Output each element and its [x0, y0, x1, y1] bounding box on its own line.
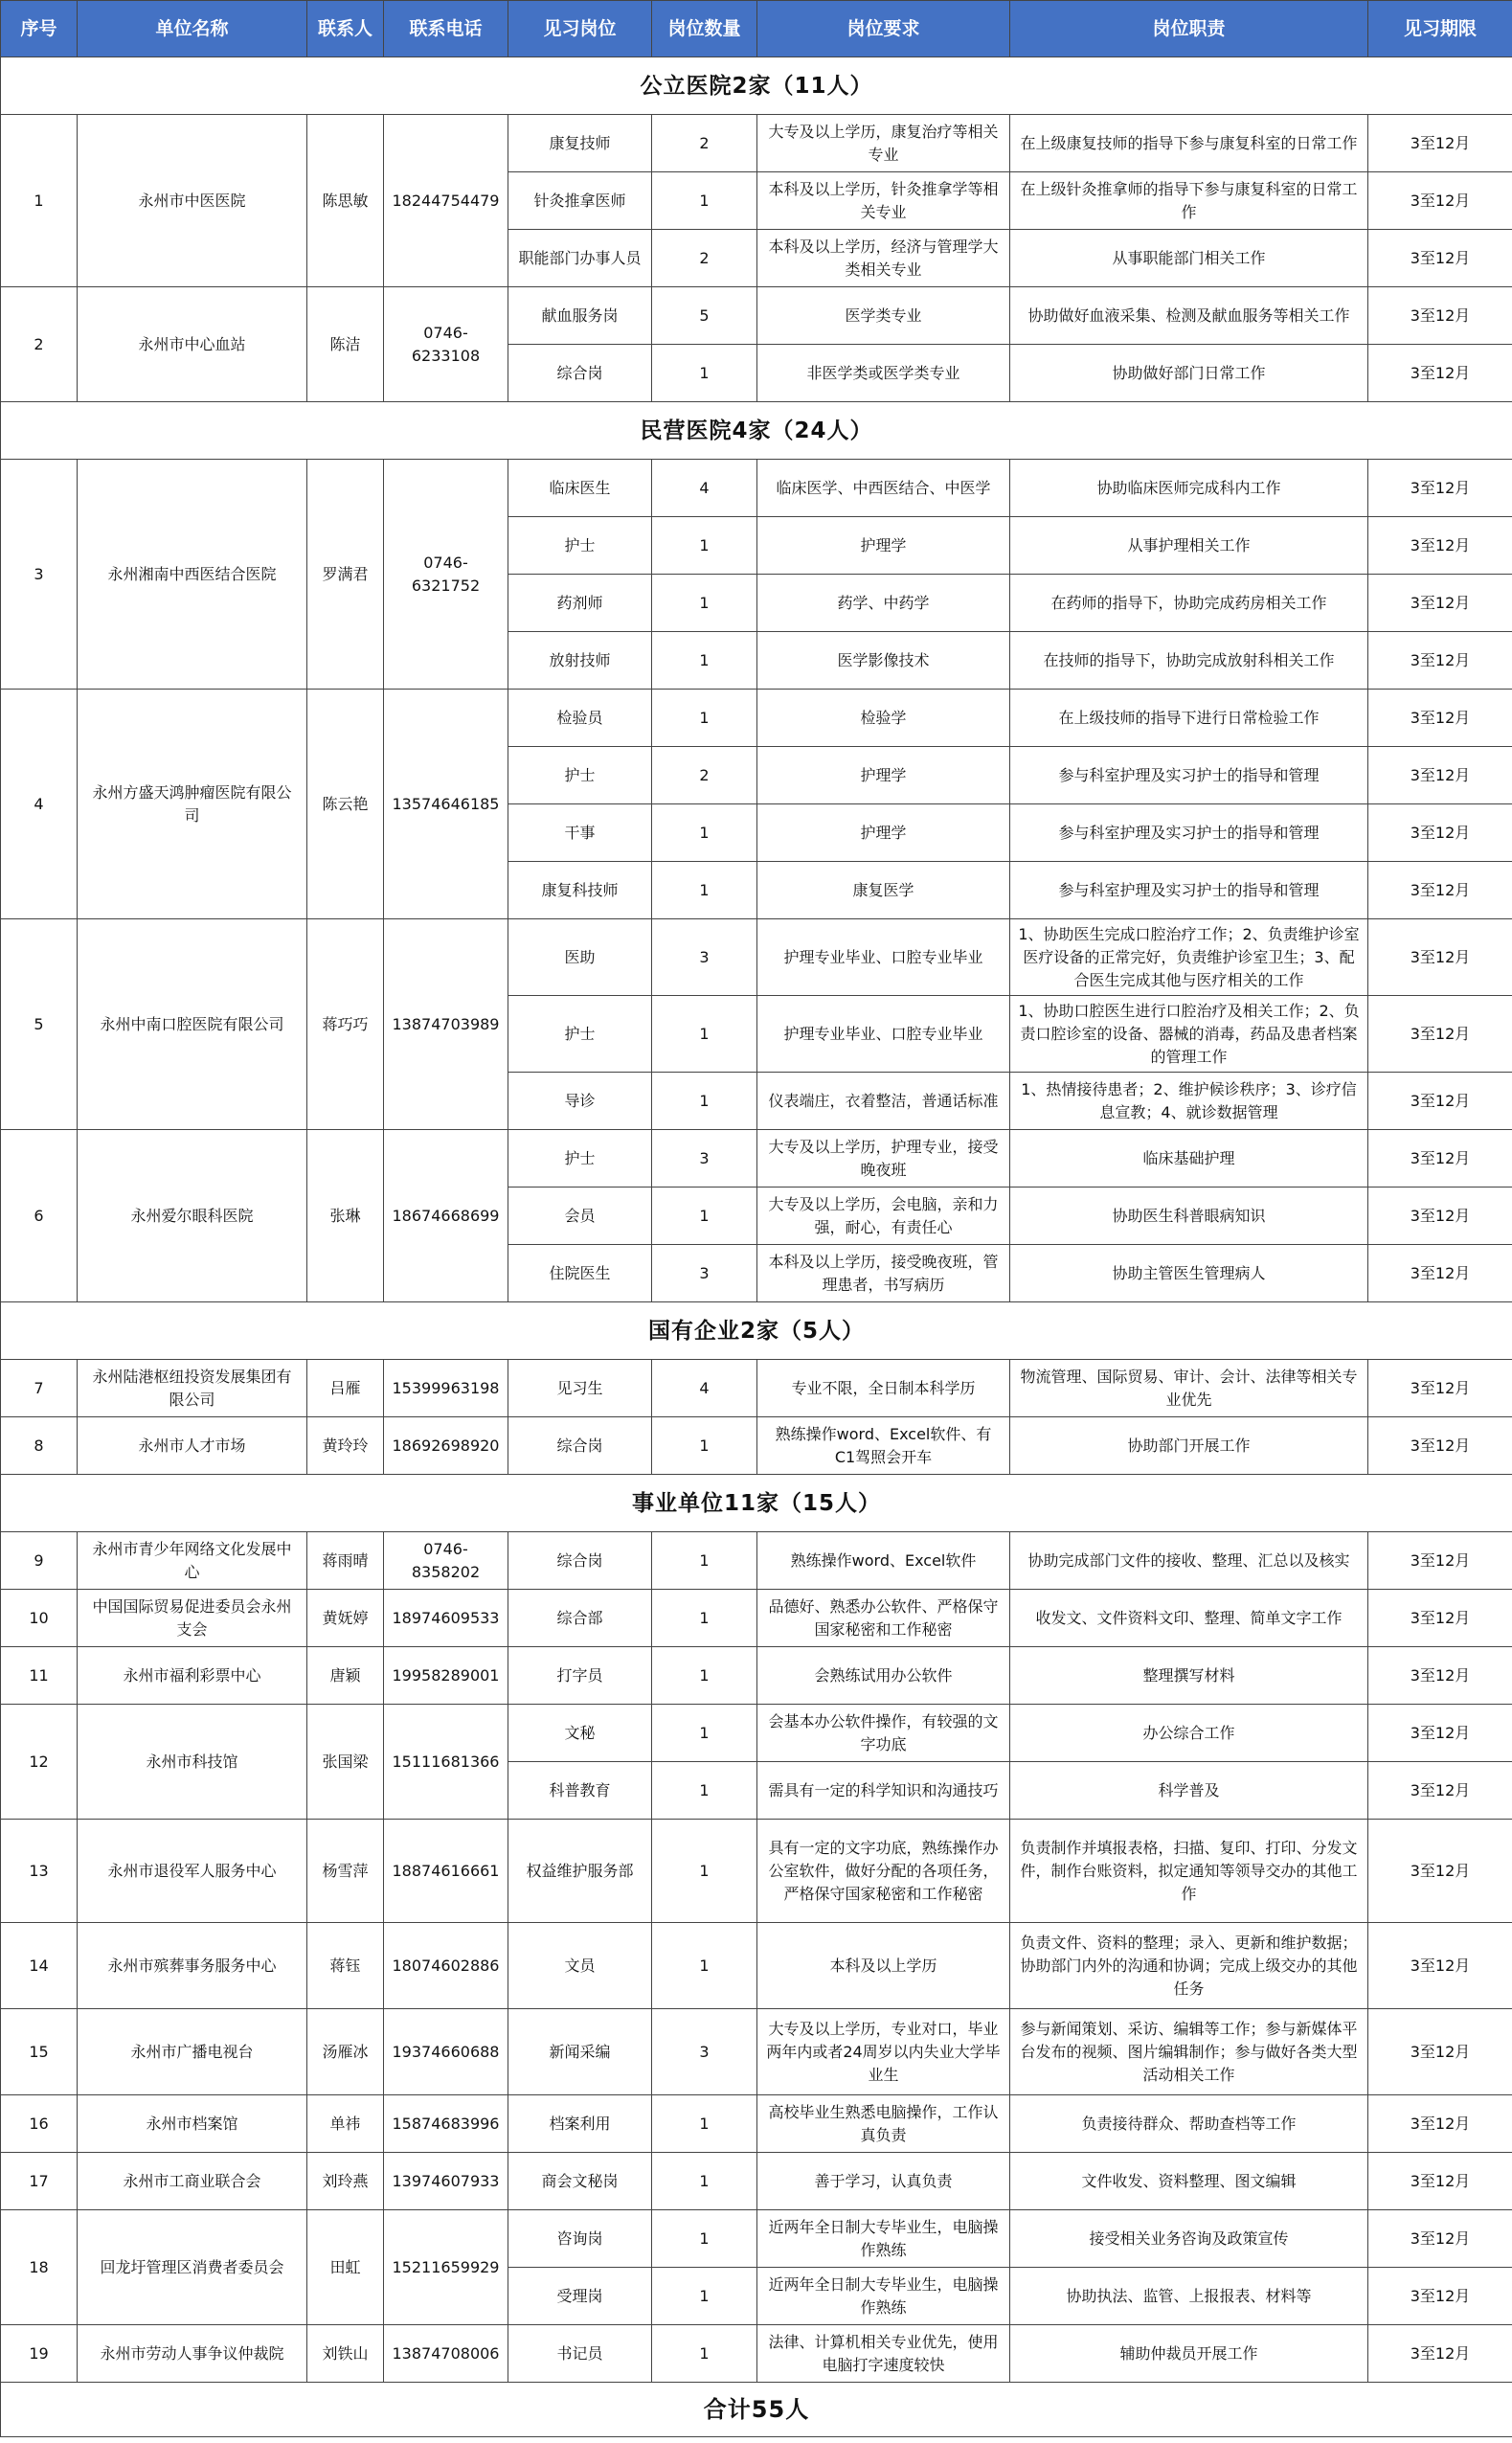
unit-name-cell: 永州市人才市场 — [78, 1417, 307, 1475]
count-cell: 1 — [652, 1762, 757, 1820]
requirement-cell: 临床医学、中西医结合、中医学 — [757, 460, 1010, 517]
serial-cell: 16 — [1, 2095, 78, 2153]
table-row — [1, 1130, 1512, 1188]
count-cell: 1 — [652, 517, 757, 575]
contact-cell: 蒋巧巧 — [307, 919, 384, 1130]
section-row — [1, 1302, 1512, 1360]
unit-name-cell: 永州市劳动人事争议仲裁院 — [78, 2325, 307, 2383]
count-cell: 1 — [652, 690, 757, 747]
serial-cell: 13 — [1, 1820, 78, 1923]
count-cell: 1 — [652, 1532, 757, 1590]
post-cell: 护士 — [508, 747, 652, 804]
duty-cell: 参与新闻策划、采访、编辑等工作；参与新媒体平台发布的视频、图片编辑制作；参与做好各类大型活动相关工作 — [1010, 2009, 1368, 2095]
phone-cell: 18074602886 — [384, 1923, 508, 2009]
count-cell: 1 — [652, 804, 757, 862]
post-cell: 导诊 — [508, 1073, 652, 1130]
requirement-cell: 需具有一定的科学知识和沟通技巧 — [757, 1762, 1010, 1820]
post-cell: 药剂师 — [508, 575, 652, 632]
table-row — [1, 2210, 1512, 2268]
count-cell: 3 — [652, 1130, 757, 1188]
post-cell: 文秘 — [508, 1705, 652, 1762]
count-cell: 1 — [652, 1073, 757, 1130]
period-cell: 3至12月 — [1368, 1360, 1512, 1417]
period-cell: 3至12月 — [1368, 345, 1512, 402]
requirement-cell: 仪表端庄，衣着整洁，普通话标准 — [757, 1073, 1010, 1130]
post-cell: 住院医生 — [508, 1245, 652, 1302]
unit-name-cell: 永州市工商业联合会 — [78, 2153, 307, 2210]
count-cell: 2 — [652, 747, 757, 804]
requirement-cell: 法律、计算机相关专业优先，使用电脑打字速度较快 — [757, 2325, 1010, 2383]
duty-cell: 协助临床医师完成科内工作 — [1010, 460, 1368, 517]
total-cell: 合计55人 — [1, 2383, 1512, 2437]
unit-name-cell: 永州市中心血站 — [78, 287, 307, 402]
requirement-cell: 护理学 — [757, 804, 1010, 862]
unit-name-cell: 永州陆港枢纽投资发展集团有限公司 — [78, 1360, 307, 1417]
requirement-cell: 本科及以上学历 — [757, 1923, 1010, 2009]
post-cell: 护士 — [508, 517, 652, 575]
phone-cell: 18244754479 — [384, 115, 508, 287]
table-row — [1, 1417, 1512, 1475]
count-cell: 1 — [652, 2153, 757, 2210]
table-row — [1, 1923, 1512, 2009]
duty-cell: 在上级技师的指导下进行日常检验工作 — [1010, 690, 1368, 747]
unit-name-cell: 永州市广播电视台 — [78, 2009, 307, 2095]
period-cell: 3至12月 — [1368, 115, 1512, 172]
unit-name-cell: 永州中南口腔医院有限公司 — [78, 919, 307, 1130]
count-cell: 1 — [652, 1188, 757, 1245]
serial-cell: 14 — [1, 1923, 78, 2009]
requirement-cell: 非医学类或医学类专业 — [757, 345, 1010, 402]
table-row — [1, 460, 1512, 517]
table-row — [1, 919, 1512, 996]
post-cell: 护士 — [508, 1130, 652, 1188]
duty-cell: 在技师的指导下，协助完成放射科相关工作 — [1010, 632, 1368, 690]
contact-cell: 汤雁冰 — [307, 2009, 384, 2095]
count-cell: 4 — [652, 1360, 757, 1417]
count-cell: 1 — [652, 632, 757, 690]
section-row — [1, 402, 1512, 460]
requirement-cell: 本科及以上学历，经济与管理学大类相关专业 — [757, 230, 1010, 287]
phone-cell: 13974607933 — [384, 2153, 508, 2210]
phone-cell: 15399963198 — [384, 1360, 508, 1417]
count-cell: 4 — [652, 460, 757, 517]
section-row — [1, 1475, 1512, 1532]
phone-cell: 15111681366 — [384, 1705, 508, 1820]
requirement-cell: 具有一定的文字功底，熟练操作办公室软件，做好分配的各项任务，严格保守国家秘密和工作秘密 — [757, 1820, 1010, 1923]
duty-cell: 1、协助医生完成口腔治疗工作；2、负责维护诊室医疗设备的正常完好，负责维护诊室卫生；3、配合医生完成其他与医疗相关的工作 — [1010, 919, 1368, 996]
phone-cell: 18674668699 — [384, 1130, 508, 1302]
count-cell: 3 — [652, 2009, 757, 2095]
post-cell: 综合岗 — [508, 1532, 652, 1590]
section-title: 国有企业2家（5人） — [1, 1302, 1512, 1360]
header-count: 岗位数量 — [652, 1, 757, 57]
post-cell: 针灸推拿医师 — [508, 172, 652, 230]
serial-cell: 4 — [1, 690, 78, 919]
table-body — [1, 57, 1512, 2437]
duty-cell: 临床基础护理 — [1010, 1130, 1368, 1188]
count-cell: 2 — [652, 115, 757, 172]
duty-cell: 协助完成部门文件的接收、整理、汇总以及核实 — [1010, 1532, 1368, 1590]
contact-cell: 刘铁山 — [307, 2325, 384, 2383]
phone-cell: 13574646185 — [384, 690, 508, 919]
unit-name-cell: 永州市中医医院 — [78, 115, 307, 287]
contact-cell: 陈洁 — [307, 287, 384, 402]
period-cell: 3至12月 — [1368, 1923, 1512, 2009]
count-cell: 1 — [652, 1417, 757, 1475]
duty-cell: 协助医生科普眼病知识 — [1010, 1188, 1368, 1245]
period-cell: 3至12月 — [1368, 2153, 1512, 2210]
requirement-cell: 品德好、熟悉办公软件、严格保守国家秘密和工作秘密 — [757, 1590, 1010, 1647]
duty-cell: 负责文件、资料的整理；录入、更新和维护数据；协助部门内外的沟通和协调；完成上级交办的其他任务 — [1010, 1923, 1368, 2009]
serial-cell: 3 — [1, 460, 78, 690]
contact-cell: 杨雪萍 — [307, 1820, 384, 1923]
section-title: 民营医院4家（24人） — [1, 402, 1512, 460]
requirement-cell: 药学、中药学 — [757, 575, 1010, 632]
duty-cell: 协助执法、监管、上报报表、材料等 — [1010, 2268, 1368, 2325]
post-cell: 临床医生 — [508, 460, 652, 517]
period-cell: 3至12月 — [1368, 632, 1512, 690]
phone-cell: 13874703989 — [384, 919, 508, 1130]
unit-name-cell: 回龙圩管理区消费者委员会 — [78, 2210, 307, 2325]
table-row — [1, 115, 1512, 172]
duty-cell: 从事护理相关工作 — [1010, 517, 1368, 575]
requirement-cell: 会基本办公软件操作，有较强的文字功底 — [757, 1705, 1010, 1762]
post-cell: 科普教育 — [508, 1762, 652, 1820]
contact-cell: 吕雁 — [307, 1360, 384, 1417]
contact-cell: 蒋钰 — [307, 1923, 384, 2009]
serial-cell: 17 — [1, 2153, 78, 2210]
count-cell: 1 — [652, 862, 757, 919]
post-cell: 新闻采编 — [508, 2009, 652, 2095]
phone-cell: 15211659929 — [384, 2210, 508, 2325]
table-row — [1, 1590, 1512, 1647]
count-cell: 1 — [652, 996, 757, 1073]
table-row — [1, 2095, 1512, 2153]
period-cell: 3至12月 — [1368, 1417, 1512, 1475]
requirement-cell: 护理专业毕业、口腔专业毕业 — [757, 919, 1010, 996]
requirement-cell: 本科及以上学历，针灸推拿学等相关专业 — [757, 172, 1010, 230]
unit-name-cell: 永州方盛天鸿肿瘤医院有限公司 — [78, 690, 307, 919]
unit-name-cell: 永州市科技馆 — [78, 1705, 307, 1820]
header-row — [1, 1, 1512, 57]
period-cell: 3至12月 — [1368, 230, 1512, 287]
requirement-cell: 近两年全日制大专毕业生，电脑操作熟练 — [757, 2268, 1010, 2325]
count-cell: 1 — [652, 345, 757, 402]
phone-cell: 0746-6321752 — [384, 460, 508, 690]
unit-name-cell: 永州市退役军人服务中心 — [78, 1820, 307, 1923]
period-cell: 3至12月 — [1368, 804, 1512, 862]
table-row — [1, 2009, 1512, 2095]
duty-cell: 收发文、文件资料文印、整理、简单文字工作 — [1010, 1590, 1368, 1647]
duty-cell: 参与科室护理及实习护士的指导和管理 — [1010, 804, 1368, 862]
requirement-cell: 护理学 — [757, 747, 1010, 804]
period-cell: 3至12月 — [1368, 460, 1512, 517]
count-cell: 1 — [652, 1647, 757, 1705]
requirement-cell: 熟练操作word、Excel软件 — [757, 1532, 1010, 1590]
requirement-cell: 大专及以上学历，专业对口，毕业两年内或者24周岁以内失业大学毕业生 — [757, 2009, 1010, 2095]
post-cell: 医助 — [508, 919, 652, 996]
count-cell: 1 — [652, 1590, 757, 1647]
header-contact: 联系人 — [307, 1, 384, 57]
header-period: 见习期限 — [1368, 1, 1512, 57]
serial-cell: 19 — [1, 2325, 78, 2383]
count-cell: 1 — [652, 1820, 757, 1923]
post-cell: 会员 — [508, 1188, 652, 1245]
unit-name-cell: 永州湘南中西医结合医院 — [78, 460, 307, 690]
count-cell: 1 — [652, 575, 757, 632]
duty-cell: 辅助仲裁员开展工作 — [1010, 2325, 1368, 2383]
serial-cell: 6 — [1, 1130, 78, 1302]
count-cell: 1 — [652, 2325, 757, 2383]
header-post: 见习岗位 — [508, 1, 652, 57]
post-cell: 放射技师 — [508, 632, 652, 690]
requirement-cell: 近两年全日制大专毕业生，电脑操作熟练 — [757, 2210, 1010, 2268]
contact-cell: 黄玲玲 — [307, 1417, 384, 1475]
post-cell: 受理岗 — [508, 2268, 652, 2325]
requirement-cell: 医学影像技术 — [757, 632, 1010, 690]
period-cell: 3至12月 — [1368, 2095, 1512, 2153]
requirement-cell: 护理学 — [757, 517, 1010, 575]
duty-cell: 接受相关业务咨询及政策宣传 — [1010, 2210, 1368, 2268]
serial-cell: 5 — [1, 919, 78, 1130]
duty-cell: 物流管理、国际贸易、审计、会计、法律等相关专业优先 — [1010, 1360, 1368, 1417]
count-cell: 2 — [652, 230, 757, 287]
header-phone: 联系电话 — [384, 1, 508, 57]
requirement-cell: 康复医学 — [757, 862, 1010, 919]
table-row — [1, 690, 1512, 747]
period-cell: 3至12月 — [1368, 2210, 1512, 2268]
post-cell: 文员 — [508, 1923, 652, 2009]
period-cell: 3至12月 — [1368, 172, 1512, 230]
duty-cell: 整理撰写材料 — [1010, 1647, 1368, 1705]
period-cell: 3至12月 — [1368, 690, 1512, 747]
serial-cell: 15 — [1, 2009, 78, 2095]
post-cell: 综合部 — [508, 1590, 652, 1647]
requirement-cell: 大专及以上学历，会电脑，亲和力强，耐心，有责任心 — [757, 1188, 1010, 1245]
count-cell: 5 — [652, 287, 757, 345]
count-cell: 1 — [652, 2268, 757, 2325]
post-cell: 检验员 — [508, 690, 652, 747]
table-row — [1, 1532, 1512, 1590]
duty-cell: 在药师的指导下，协助完成药房相关工作 — [1010, 575, 1368, 632]
table-row — [1, 1360, 1512, 1417]
requirement-cell: 高校毕业生熟悉电脑操作，工作认真负责 — [757, 2095, 1010, 2153]
period-cell: 3至12月 — [1368, 575, 1512, 632]
period-cell: 3至12月 — [1368, 287, 1512, 345]
duty-cell: 办公综合工作 — [1010, 1705, 1368, 1762]
count-cell: 3 — [652, 919, 757, 996]
unit-name-cell: 永州市殡葬事务服务中心 — [78, 1923, 307, 2009]
requirement-cell: 会熟练试用办公软件 — [757, 1647, 1010, 1705]
serial-cell: 12 — [1, 1705, 78, 1820]
duty-cell: 负责制作并填报表格，扫描、复印、打印、分发文件，制作台账资料，拟定通知等领导交办的其他工作 — [1010, 1820, 1368, 1923]
post-cell: 打字员 — [508, 1647, 652, 1705]
contact-cell: 黄妩婷 — [307, 1590, 384, 1647]
unit-name-cell: 永州市福利彩票中心 — [78, 1647, 307, 1705]
table-row — [1, 1647, 1512, 1705]
unit-name-cell: 永州爱尔眼科医院 — [78, 1130, 307, 1302]
post-cell: 综合岗 — [508, 345, 652, 402]
header-serial: 序号 — [1, 1, 78, 57]
duty-cell: 协助主管医生管理病人 — [1010, 1245, 1368, 1302]
period-cell: 3至12月 — [1368, 1245, 1512, 1302]
post-cell: 护士 — [508, 996, 652, 1073]
period-cell: 3至12月 — [1368, 1705, 1512, 1762]
period-cell: 3至12月 — [1368, 1762, 1512, 1820]
table-row — [1, 1820, 1512, 1923]
section-title: 公立医院2家（11人） — [1, 57, 1512, 115]
table-row — [1, 1705, 1512, 1762]
duty-cell: 协助做好血液采集、检测及献血服务等相关工作 — [1010, 287, 1368, 345]
post-cell: 干事 — [508, 804, 652, 862]
phone-cell: 15874683996 — [384, 2095, 508, 2153]
header-unit-name: 单位名称 — [78, 1, 307, 57]
count-cell: 1 — [652, 2095, 757, 2153]
unit-name-cell: 中国国际贸易促进委员会永州支会 — [78, 1590, 307, 1647]
duty-cell: 参与科室护理及实习护士的指导和管理 — [1010, 862, 1368, 919]
period-cell: 3至12月 — [1368, 1590, 1512, 1647]
phone-cell: 18974609533 — [384, 1590, 508, 1647]
post-cell: 权益维护服务部 — [508, 1820, 652, 1923]
header-requirement: 岗位要求 — [757, 1, 1010, 57]
header-duty: 岗位职责 — [1010, 1, 1368, 57]
contact-cell: 张国梁 — [307, 1705, 384, 1820]
period-cell: 3至12月 — [1368, 2325, 1512, 2383]
contact-cell: 田虹 — [307, 2210, 384, 2325]
duty-cell: 协助部门开展工作 — [1010, 1417, 1368, 1475]
post-cell: 商会文秘岗 — [508, 2153, 652, 2210]
serial-cell: 2 — [1, 287, 78, 402]
requirement-cell: 善于学习，认真负责 — [757, 2153, 1010, 2210]
post-cell: 献血服务岗 — [508, 287, 652, 345]
post-cell: 康复技师 — [508, 115, 652, 172]
post-cell: 综合岗 — [508, 1417, 652, 1475]
duty-cell: 1、热情接待患者；2、维护候诊秩序；3、诊疗信息宣教；4、就诊数据管理 — [1010, 1073, 1368, 1130]
section-title: 事业单位11家（15人） — [1, 1475, 1512, 1532]
duty-cell: 负责接待群众、帮助查档等工作 — [1010, 2095, 1368, 2153]
requirement-cell: 大专及以上学历，康复治疗等相关专业 — [757, 115, 1010, 172]
period-cell: 3至12月 — [1368, 1073, 1512, 1130]
contact-cell: 陈思敏 — [307, 115, 384, 287]
requirement-cell: 本科及以上学历，接受晚夜班，管理患者，书写病历 — [757, 1245, 1010, 1302]
phone-cell: 19374660688 — [384, 2009, 508, 2095]
serial-cell: 9 — [1, 1532, 78, 1590]
contact-cell: 张琳 — [307, 1130, 384, 1302]
period-cell: 3至12月 — [1368, 996, 1512, 1073]
contact-cell: 陈云艳 — [307, 690, 384, 919]
serial-cell: 7 — [1, 1360, 78, 1417]
requirement-cell: 大专及以上学历，护理专业，接受晚夜班 — [757, 1130, 1010, 1188]
duty-cell: 在上级康复技师的指导下参与康复科室的日常工作 — [1010, 115, 1368, 172]
post-cell: 咨询岗 — [508, 2210, 652, 2268]
phone-cell: 0746-6233108 — [384, 287, 508, 402]
serial-cell: 18 — [1, 2210, 78, 2325]
phone-cell: 13874708006 — [384, 2325, 508, 2383]
period-cell: 3至12月 — [1368, 919, 1512, 996]
period-cell: 3至12月 — [1368, 1820, 1512, 1923]
duty-cell: 文件收发、资料整理、图文编辑 — [1010, 2153, 1368, 2210]
duty-cell: 协助做好部门日常工作 — [1010, 345, 1368, 402]
duty-cell: 在上级针灸推拿师的指导下参与康复科室的日常工作 — [1010, 172, 1368, 230]
total-row — [1, 2383, 1512, 2437]
period-cell: 3至12月 — [1368, 2268, 1512, 2325]
post-cell: 书记员 — [508, 2325, 652, 2383]
phone-cell: 18692698920 — [384, 1417, 508, 1475]
contact-cell: 罗满君 — [307, 460, 384, 690]
period-cell: 3至12月 — [1368, 747, 1512, 804]
requirement-cell: 专业不限，全日制本科学历 — [757, 1360, 1010, 1417]
table-row — [1, 287, 1512, 345]
unit-name-cell: 永州市青少年网络文化发展中心 — [78, 1532, 307, 1590]
period-cell: 3至12月 — [1368, 1532, 1512, 1590]
requirement-cell: 护理专业毕业、口腔专业毕业 — [757, 996, 1010, 1073]
period-cell: 3至12月 — [1368, 1130, 1512, 1188]
contact-cell: 唐颖 — [307, 1647, 384, 1705]
requirement-cell: 医学类专业 — [757, 287, 1010, 345]
phone-cell: 19958289001 — [384, 1647, 508, 1705]
period-cell: 3至12月 — [1368, 862, 1512, 919]
post-cell: 见习生 — [508, 1360, 652, 1417]
post-cell: 职能部门办事人员 — [508, 230, 652, 287]
count-cell: 3 — [652, 1245, 757, 1302]
contact-cell: 单祎 — [307, 2095, 384, 2153]
duty-cell: 参与科室护理及实习护士的指导和管理 — [1010, 747, 1368, 804]
count-cell: 1 — [652, 1923, 757, 2009]
phone-cell: 0746-8358202 — [384, 1532, 508, 1590]
requirement-cell: 熟练操作word、Excel软件、有C1驾照会开车 — [757, 1417, 1010, 1475]
count-cell: 1 — [652, 2210, 757, 2268]
duty-cell: 1、协助口腔医生进行口腔治疗及相关工作；2、负责口腔诊室的设备、器械的消毒，药品及患者档案的管理工作 — [1010, 996, 1368, 1073]
section-row — [1, 57, 1512, 115]
table-row — [1, 2153, 1512, 2210]
serial-cell: 1 — [1, 115, 78, 287]
count-cell: 1 — [652, 172, 757, 230]
contact-cell: 蒋雨晴 — [307, 1532, 384, 1590]
requirement-cell: 检验学 — [757, 690, 1010, 747]
period-cell: 3至12月 — [1368, 1188, 1512, 1245]
serial-cell: 8 — [1, 1417, 78, 1475]
duty-cell: 从事职能部门相关工作 — [1010, 230, 1368, 287]
unit-name-cell: 永州市档案馆 — [78, 2095, 307, 2153]
period-cell: 3至12月 — [1368, 1647, 1512, 1705]
serial-cell: 10 — [1, 1590, 78, 1647]
post-cell: 档案利用 — [508, 2095, 652, 2153]
serial-cell: 11 — [1, 1647, 78, 1705]
phone-cell: 18874616661 — [384, 1820, 508, 1923]
table-row — [1, 2325, 1512, 2383]
period-cell: 3至12月 — [1368, 2009, 1512, 2095]
period-cell: 3至12月 — [1368, 517, 1512, 575]
count-cell: 1 — [652, 1705, 757, 1762]
post-cell: 康复科技师 — [508, 862, 652, 919]
contact-cell: 刘玲燕 — [307, 2153, 384, 2210]
duty-cell: 科学普及 — [1010, 1762, 1368, 1820]
